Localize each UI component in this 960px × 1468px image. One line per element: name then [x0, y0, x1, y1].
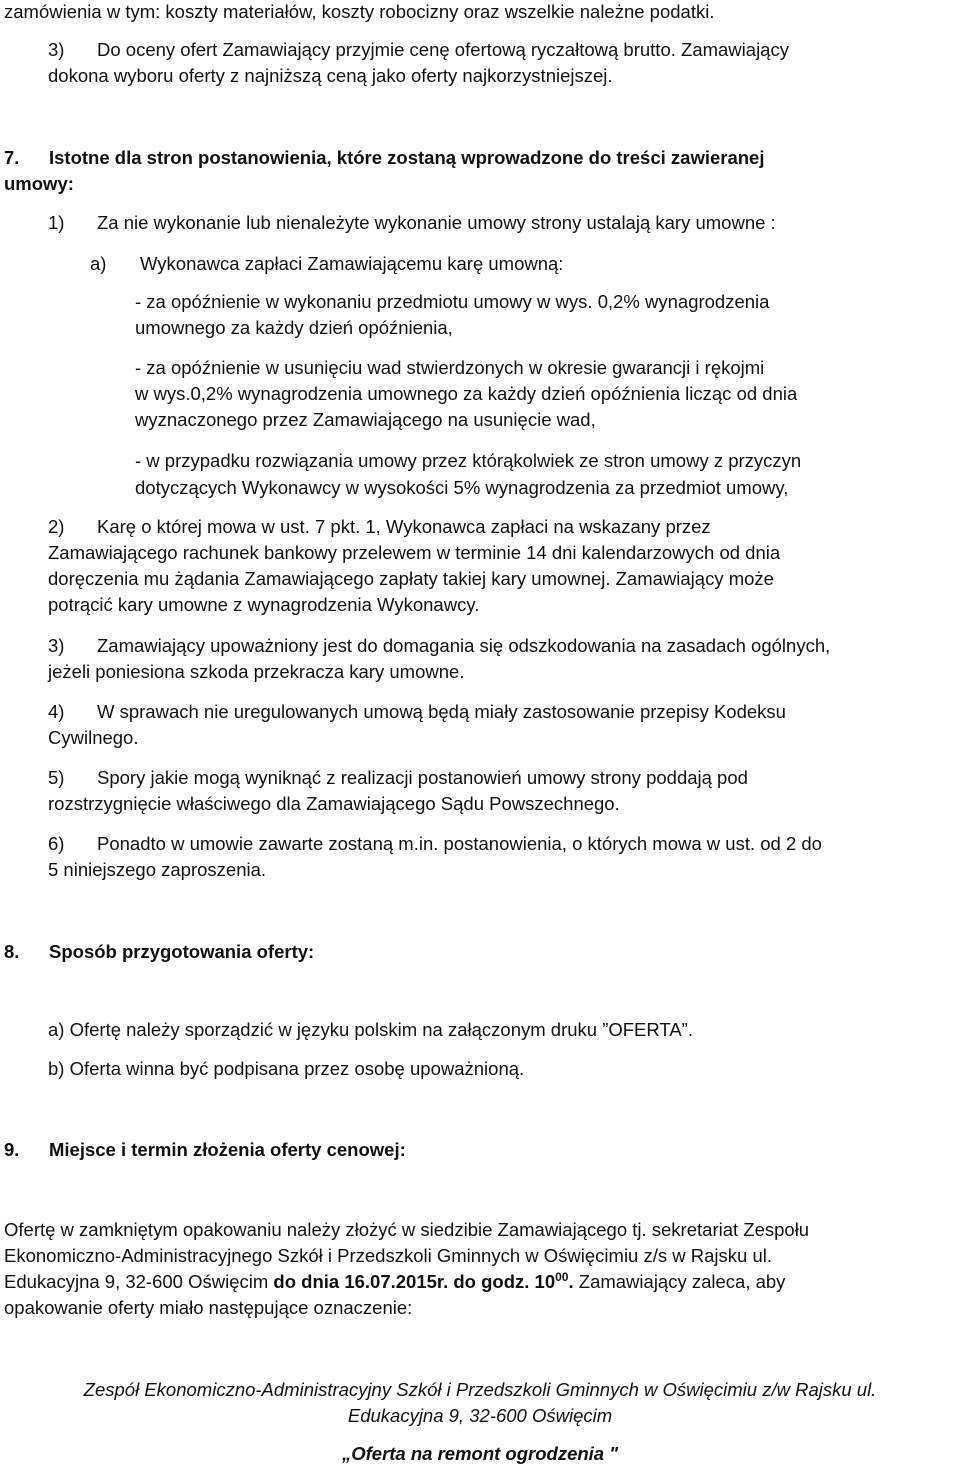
text-line: Wykonawca zapłaci Zamawiającemu karę umowną: [140, 253, 564, 274]
text-line: wyznaczonego przez Zamawiającego na usunięcie wad, [135, 409, 596, 430]
text-line: doręczenia mu żądania Zamawiającego zapłaty takiej kary umownej. Zamawiający może [48, 568, 774, 589]
dash-item: - w przypadku rozwiązania umowy przez którąkolwiek ze stron umowy z przyczyn [135, 450, 802, 471]
envelope-label-line: Zespół Ekonomiczno-Administracyjny Szkół i Przedszkoli Gminnych w Oświęcimiu z/w Rajsku ul. [83, 1379, 877, 1400]
item-number: 6) [48, 833, 65, 854]
text-line: dokona wyboru oferty z najniższą ceną jako oferty najkorzystniejszej. [48, 65, 613, 86]
text-line: Cywilnego. [48, 727, 139, 748]
section-heading: Sposób przygotowania oferty: [49, 941, 315, 962]
text-line: Karę o której mowa w ust. 7 pkt. 1, Wykonawca zapłaci na wskazany przez [97, 516, 711, 537]
text-line: opakowanie oferty miało następujące oznaczenie: [4, 1297, 413, 1318]
section-heading: Istotne dla stron postanowienia, które zostaną wprowadzone do treści zawieranej [49, 147, 765, 168]
text-line: W sprawach nie uregulowanych umową będą miały zastosowanie przepisy Kodeksu [97, 701, 786, 722]
text-line: Ponadto w umowie zawarte zostaną m.in. postanowienia, o których mowa w ust. od 2 do [97, 833, 822, 854]
text-segment: Edukacyjna 9, 32-600 Oświęcim [4, 1271, 274, 1292]
item-number: 2) [48, 516, 65, 537]
text-segment: Zamawiający zaleca, aby [573, 1271, 786, 1292]
text-line [4, 1270, 785, 1294]
text-line: umownego za każdy dzień opóźnienia, [135, 317, 453, 338]
item-number: 4) [48, 701, 65, 722]
envelope-label-line: Edukacyjna 9, 32-600 Oświęcim [347, 1405, 613, 1426]
section-heading: umowy: [4, 173, 74, 194]
text-line: Do oceny ofert Zamawiający przyjmie cenę ofertową ryczałtową brutto. Zamawiający [97, 39, 789, 60]
section-heading: Miejsce i termin złożenia oferty cenowej: [49, 1139, 406, 1160]
text-line: w wys.0,2% wynagrodzenia umownego za każdy dzień opóźnienia licząc od dnia [135, 383, 798, 404]
item-number: 3) [48, 39, 65, 60]
section-number: 7. [4, 147, 20, 168]
text-line: Ofertę w zamkniętym opakowaniu należy złożyć w siedzibie Zamawiającego tj. sekretariat Zespołu [4, 1219, 810, 1240]
text-line: Za nie wykonanie lub nienależyte wykonanie umowy strony ustalają kary umowne : [97, 212, 776, 233]
text-segment: . [568, 1271, 574, 1292]
item-number: 5) [48, 767, 65, 788]
text-line: potrącić kary umowne z wynagrodzenia Wykonawcy. [48, 594, 480, 615]
text-line: dotyczących Wykonawcy w wysokości 5% wynagrodzenia za przedmiot umowy, [135, 477, 789, 498]
deadline-minutes: 00 [555, 1270, 569, 1284]
dash-item: - za opóźnienie w wykonaniu przedmiotu umowy w wys. 0,2% wynagrodzenia [135, 291, 770, 312]
text-line: a) Ofertę należy sporządzić w języku polskim na załączonym druku ”OFERTA”. [48, 1019, 693, 1040]
item-number: 3) [48, 635, 65, 656]
text-line: Zamawiający upoważniony jest do domagania się odszkodowania na zasadach ogólnych, [97, 635, 831, 656]
deadline-text: do dnia 16.07.2015r. do godz. 10 [273, 1271, 556, 1292]
envelope-label-title: „Oferta na remont ogrodzenia " [341, 1443, 619, 1464]
text-line: Ekonomiczno-Administracyjnego Szkół i Przedszkoli Gminnych w Oświęcimiu z/s w Rajsku ul. [4, 1245, 772, 1266]
item-number: 1) [48, 212, 65, 233]
text-line: Zamawiającego rachunek bankowy przelewem w terminie 14 dni kalendarzowych od dnia [48, 542, 781, 563]
text-line: b) Oferta winna być podpisana przez osobę upoważnioną. [48, 1058, 525, 1079]
section-number: 9. [4, 1139, 20, 1160]
text-line: 5 niniejszego zaproszenia. [48, 859, 267, 880]
item-letter: a) [90, 253, 107, 274]
section-number: 8. [4, 941, 20, 962]
text-line: Spory jakie mogą wyniknąć z realizacji postanowień umowy strony poddają pod [97, 767, 748, 788]
dash-item: - za opóźnienie w usunięciu wad stwierdzonych w okresie gwarancji i rękojmi [135, 357, 765, 378]
text-line: zamówienia w tym: koszty materiałów, koszty robocizny oraz wszelkie należne podatki. [4, 1, 715, 22]
text-line: jeżeli poniesiona szkoda przekracza kary umowne. [48, 661, 465, 682]
text-line: rozstrzygnięcie właściwego dla Zamawiającego Sądu Powszechnego. [48, 793, 620, 814]
